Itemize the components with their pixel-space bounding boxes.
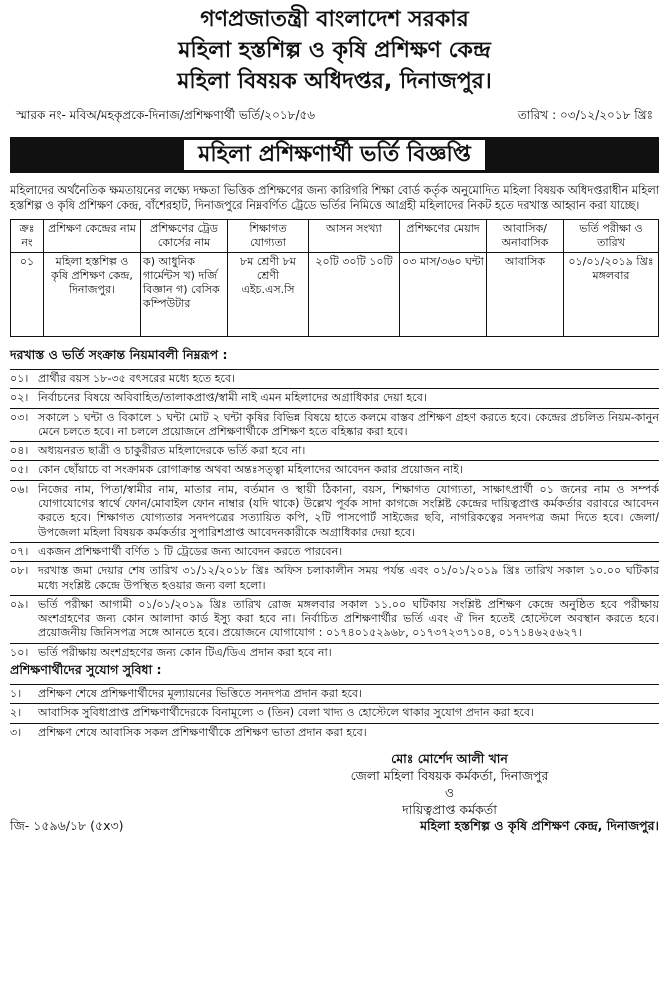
list-item <box>10 372 659 386</box>
rule-text: ভর্তি পরীক্ষায় অংশগ্রহণের জন্য কোন টিএ/ডিএ প্রদান করা হবে না। <box>38 645 332 659</box>
divider <box>10 595 659 596</box>
memo-date: তারিখ : ০৩/১২/২০১৮ খ্রিঃ <box>517 108 653 122</box>
table-header: ক্রঃ নং <box>11 220 44 253</box>
signatory-center: মহিলা হস্তশিল্প ও কৃষি প্রশিক্ষণ কেন্দ্র, দিনাজপুর। <box>420 817 659 833</box>
benefit-number: ৩। <box>10 725 22 739</box>
cell-center: মহিলা হস্তশিল্প ও কৃষি প্রশিক্ষণ কেন্দ্র, দিনাজপুর। <box>44 253 141 337</box>
cell-residential: আবাসিক <box>487 253 564 337</box>
rule-number: ০১। <box>10 372 29 385</box>
table-header: ভর্তি পরীক্ষা ও তারিখ <box>564 220 659 253</box>
header-line-1: গণপ্রজাতন্ত্রী বাংলাদেশ সরকার <box>200 7 469 32</box>
table-header: প্রশিক্ষণ কেন্দ্রের নাম <box>44 220 141 253</box>
memo-row <box>10 107 659 127</box>
list-item <box>10 391 659 405</box>
rule-number: ০৬। <box>10 482 29 496</box>
rule-number: ০২। <box>10 391 29 405</box>
benefit-text: প্রশিক্ষণ শেষে আবাসিক সকল প্রশিক্ষণার্থীকে প্রশিক্ষণ ভাতা প্রদান করা হবে। <box>38 725 367 739</box>
divider <box>10 480 659 481</box>
cell-serial: ০১ <box>11 253 44 337</box>
list-item <box>10 483 659 540</box>
divider <box>10 460 659 461</box>
cell-trade: ক) আধুনিক গার্মেন্টস খ) দর্জি বিজ্ঞান গ) বেসিক কম্পিউটার <box>141 253 228 337</box>
memo-ref: স্মারক নং- মবিঅ/মহকৃপ্রকে-দিনাজ/প্রশিক্ষণার্থী ভর্তি/২০১৮/৫৬ <box>16 108 316 122</box>
course-table <box>10 219 659 337</box>
list-item <box>10 726 659 740</box>
divider <box>10 388 659 389</box>
rule-text: সকালে ১ ঘন্টা ও বিকালে ১ ঘন্টা মোট ২ ঘন্টা কৃষির বিভিন্ন বিষয়ে হাতে কলমে বাস্তব প্রশিক্ষণ গ্রহণ করতে হবে। কেন্দ্রের প্রচলিত নিয়ম-কানুন মেনে চলতে হবে। না চললে প্রয়োজনে প্রশিক্ষণার্থীকে প্রশিক্ষণ হতে বহিষ্কার করা হবে। <box>38 410 659 438</box>
divider <box>10 643 659 644</box>
rule-text: দরখাস্ত জমা দেয়ার শেষ তারিখ ৩১/১২/২০১৮ খ্রিঃ অফিস চলাকালীন সময় পর্যন্ত এবং ০১/০১/২০১৯ খ্রিঃ তারিখ সকাল ১০.০০ ঘটিকার মধ্যে সংশ্লিষ্ট কেন্দ্রে উপস্থিত হওয়ার জন্য বলা হলো। <box>38 564 659 592</box>
rules-title: দরখাস্ত ও ভর্তি সংক্রান্ত নিয়মাবলী নিম্নরূপ : <box>10 347 228 362</box>
cell-qualification: ৮ম শ্রেণী ৮ম শ্রেণী এইচ.এস.সি <box>228 253 309 337</box>
divider <box>10 684 659 685</box>
rule-number: ০৫। <box>10 463 29 477</box>
rules-list <box>10 372 659 660</box>
table-header: প্রশিক্ষণের মেয়াদ <box>400 220 487 253</box>
rule-text: একজন প্রশিক্ষণার্থী বর্ণিত ১ টি ট্রেডের জন্য আবেদন করতে পারবেন। <box>38 544 343 558</box>
rule-number: ১০। <box>10 645 29 659</box>
title-banner <box>10 137 659 173</box>
rule-number: ০৮। <box>10 564 29 578</box>
table-header: প্রশিক্ষণের ট্রেড কোর্সের নাম <box>141 220 228 253</box>
signature-block <box>10 750 659 818</box>
rule-number: ০৭। <box>10 544 29 558</box>
divider <box>10 703 659 704</box>
rule-number: ০৪। <box>10 444 29 458</box>
list-item <box>10 444 659 458</box>
divider <box>10 561 659 562</box>
list-item <box>10 411 659 440</box>
divider <box>10 408 659 409</box>
header-line-2: মহিলা হস্তশিল্প ও কৃষি প্রশিক্ষণ কেন্দ্র <box>178 38 491 63</box>
signatory-name: মোঃ মোর্শেদ আলী খান <box>391 750 508 766</box>
table-row <box>11 253 659 337</box>
intro-paragraph: মহিলাদের অর্থনৈতিক ক্ষমতায়নের লক্ষ্যে দক্ষতা ভিত্তিক প্রশিক্ষণের জন্য কারিগরি শিক্ষা বোর্ড কর্তৃক অনুমোদিত মহিলা বিষয়ক অধিদপ্তরাধীন মহিলা হস্তশিল্প ও কৃষি প্রশিক্ষণ কেন্দ্র, বাঁশেরহাট, দিনাজপুরে নিম্নবর্ণিত ট্রেডে ভর্তির নিমিত্তে আগ্রহী মহিলাদের নিকট হতে দরখাস্ত আহ্বান করা যাচ্ছে। <box>10 184 659 212</box>
table-header: আসন সংখ্যা <box>309 220 400 253</box>
benefit-text: আবাসিক সুবিধাপ্রাপ্ত প্রশিক্ষণার্থীদেরকে বিনামূল্যে ৩ (তিন) বেলা খাদ্য ও হোস্টেলে থাকার সুযোগ প্রদান করা হবে। <box>38 706 535 720</box>
cell-exam-date: ০১/০১/২০১৯ খ্রিঃ মঙ্গলবার <box>564 253 659 337</box>
benefits-list <box>10 684 659 740</box>
header <box>10 4 659 97</box>
rule-text: অধ্যয়নরত ছাত্রী ও চাকুরীরত মহিলাদেরকে ভর্তি করা হবে না। <box>38 444 306 458</box>
signatory-title: জেলা মহিলা বিষয়ক কর্মকর্তা, দিনাজপুর <box>350 767 549 783</box>
divider <box>10 723 659 724</box>
signatory-and: ও <box>444 784 455 800</box>
benefit-number: ১। <box>10 687 22 701</box>
list-item <box>10 564 659 593</box>
list-item <box>10 598 659 641</box>
rule-text: নির্বাচনের বিষয়ে অবিবাহিত/তালাকপ্রাপ্ত/স্বামী নাই এমন মহিলাদের অগ্রাধিকার দেয়া হবে। <box>38 391 427 405</box>
table-header-row <box>11 220 659 253</box>
divider <box>10 369 659 370</box>
divider <box>10 441 659 442</box>
header-line-3: মহিলা বিষয়ক অধিদপ্তর, দিনাজপুর। <box>177 69 492 94</box>
rule-text: ভর্তি পরীক্ষা আগামী ০১/০১/২০১৯ খ্রিঃ তারিখ রোজ মঙ্গলবার সকাল ১১.০০ ঘটিকায় সংশ্লিষ্ট প্রশিক্ষণ কেন্দ্রে অনুষ্ঠিত হবে পরীক্ষায় অংশগ্রহণের জন্য কোন আলাদা কার্ড ইস্যু করা হবে না। নির্বাচিত প্রশিক্ষণার্থীর ভর্তি এবং ঐ দিন হতেই হোস্টেলে অবস্থান করতে হবে। প্রয়োজনীয় জিনিসপত্র সঙ্গে আনতে হবে। প্রয়োজনে যোগাযোগ : ০১৭৪০১৫২৯৬৮, ০১৭৩৭২৩৭১০৪, ০১৭১৪৬২৫৬২৭। <box>38 597 659 640</box>
cell-duration: ০৩ মাস/৩৬০ ঘন্টা <box>400 253 487 337</box>
table-header: আবাসিক/ অনাবাসিক <box>487 220 564 253</box>
signatory-title-2: দায়িত্বপ্রাপ্ত কর্মকর্তা <box>402 801 497 817</box>
footer-row <box>10 818 659 838</box>
table-header: শিক্ষাগত যোগ্যতা <box>228 220 309 253</box>
footer-ref: জি- ১৫৯৬/১৮ (৫x৩) <box>10 817 124 833</box>
list-item <box>10 687 659 701</box>
list-item <box>10 545 659 559</box>
rule-text: কোন ছোঁয়াচে বা সংক্রামক রোগাক্রান্ত অথবা অন্তঃসত্ত্বা মহিলাদের আবেদন করার প্রয়োজন নাই। <box>38 463 463 477</box>
benefits-title: প্রশিক্ষণার্থীদের সুযোগ সুবিধা : <box>10 662 162 678</box>
banner-text: মহিলা প্রশিক্ষণার্থী ভর্তি বিজ্ঞপ্তি <box>182 138 487 172</box>
cell-seats: ২০টি ৩০টি ১০টি <box>309 253 400 337</box>
divider <box>10 542 659 543</box>
rule-number: ০৩। <box>10 410 29 424</box>
rule-text: নিজের নাম, পিতা/স্বামীর নাম, মাতার নাম, বর্তমান ও স্থায়ী ঠিকানা, বয়স, শিক্ষাগত যোগ্যতা, সাক্ষাৎপ্রার্থী ০১ জনের নাম ও সম্পর্ক যোগাযোগের স্বার্থে ফোন/মোবাইল ফোন নাম্বার (যদি থাকে) উল্লেখ পূর্বক সাদা কাগজে সংশ্লিষ্ট কেন্দ্রের দায়িত্বপ্রাপ্ত কর্মকর্তার বরাবরে আবেদন করতে হবে। শিক্ষাগত যোগ্যতার সনদপত্রের সত্যায়িত কপি, ২টি পাসপোর্ট সাইজের ছবি, নাগরিকত্বের সনদপত্র জমা দিতে হবে। জেলা/উপজেলা মহিলা বিষয়ক কর্মকর্তার সুপারিশপ্রাপ্ত আবেদনকারীকে অগ্রাধিকার দেয়া হবে। <box>38 482 659 539</box>
benefit-text: প্রশিক্ষণ শেষে প্রশিক্ষণার্থীদের মূল্যায়নের ভিত্তিতে সনদপত্র প্রদান করা হবে। <box>38 687 363 701</box>
rule-number: ০৯। <box>10 597 29 611</box>
list-item <box>10 463 659 477</box>
rule-text: প্রার্থীর বয়স ১৮-৩৫ বৎসরের মধ্যে হতে হবে। <box>38 372 236 385</box>
list-item <box>10 646 659 660</box>
list-item <box>10 706 659 720</box>
benefit-number: ২। <box>10 706 22 720</box>
